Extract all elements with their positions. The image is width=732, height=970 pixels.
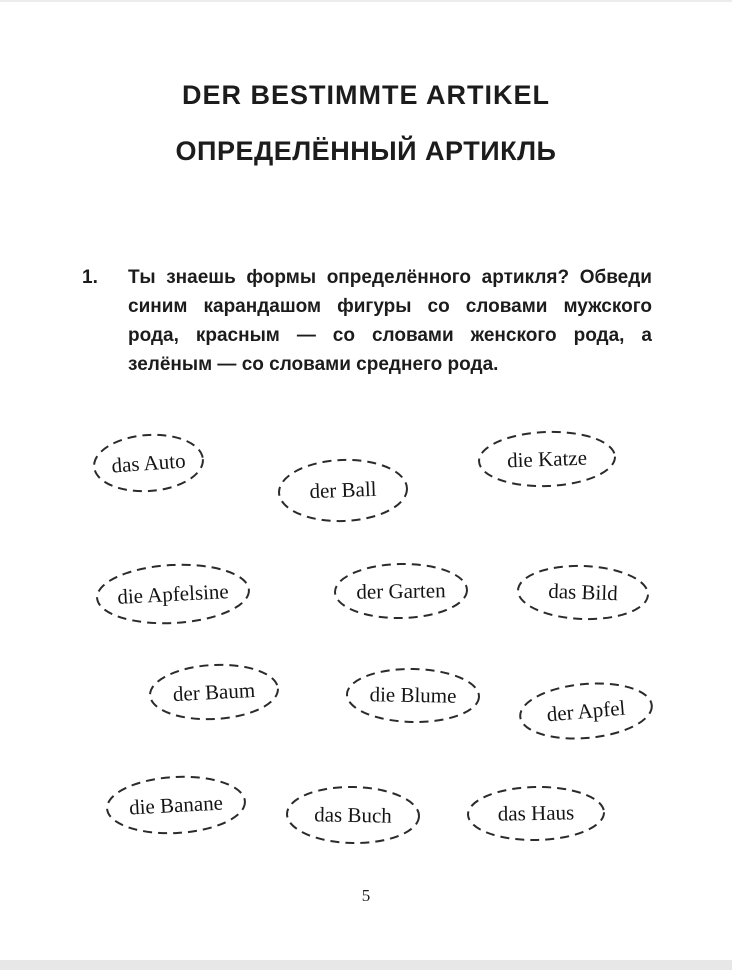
word-oval-das-auto — [90, 429, 207, 497]
word-oval-der-garten — [333, 561, 470, 621]
word-label: die Apfelsine — [116, 578, 230, 609]
word-label: der Ball — [309, 476, 377, 504]
page-edge-top — [0, 0, 732, 2]
page-title-german: DER BESTIMMTE ARTIKEL — [182, 80, 550, 110]
exercise-number: 1. — [82, 267, 98, 288]
word-label: das Bild — [547, 578, 619, 606]
word-oval-das-bild — [515, 562, 651, 624]
word-label: die Blume — [369, 682, 457, 708]
exercise-instructions: Ты знаешь формы определённого артикля? Обведи синим карандашом фигуры со словами мужского рода, красным — со словами женского рода, а зелёным — со словами среднего рода. — [128, 267, 652, 375]
word-label: die Banane — [128, 790, 224, 819]
word-oval-der-apfel — [516, 676, 657, 746]
page-title-russian: ОПРЕДЕЛЁННЫЙ АРТИКЛЬ — [175, 136, 557, 166]
word-oval-das-buch — [284, 784, 421, 846]
word-label: der Apfel — [545, 695, 627, 726]
word-oval-die-blume — [345, 666, 482, 725]
word-oval-die-apfelsine — [93, 559, 252, 629]
word-label: das Buch — [314, 801, 392, 828]
word-label: die Katze — [506, 445, 588, 472]
word-label: das Haus — [497, 800, 575, 826]
word-oval-das-haus — [466, 784, 607, 843]
word-oval-die-katze — [476, 428, 618, 491]
page-edge-bottom — [0, 960, 732, 970]
word-oval-der-ball — [276, 456, 410, 526]
word-oval-der-baum — [147, 660, 282, 725]
page-number: 5 — [361, 886, 371, 905]
word-oval-die-banane — [104, 771, 249, 838]
word-label: der Garten — [356, 577, 446, 604]
word-label: das Auto — [110, 447, 187, 478]
exercise-1 — [82, 263, 652, 379]
word-label: der Baum — [172, 677, 256, 706]
